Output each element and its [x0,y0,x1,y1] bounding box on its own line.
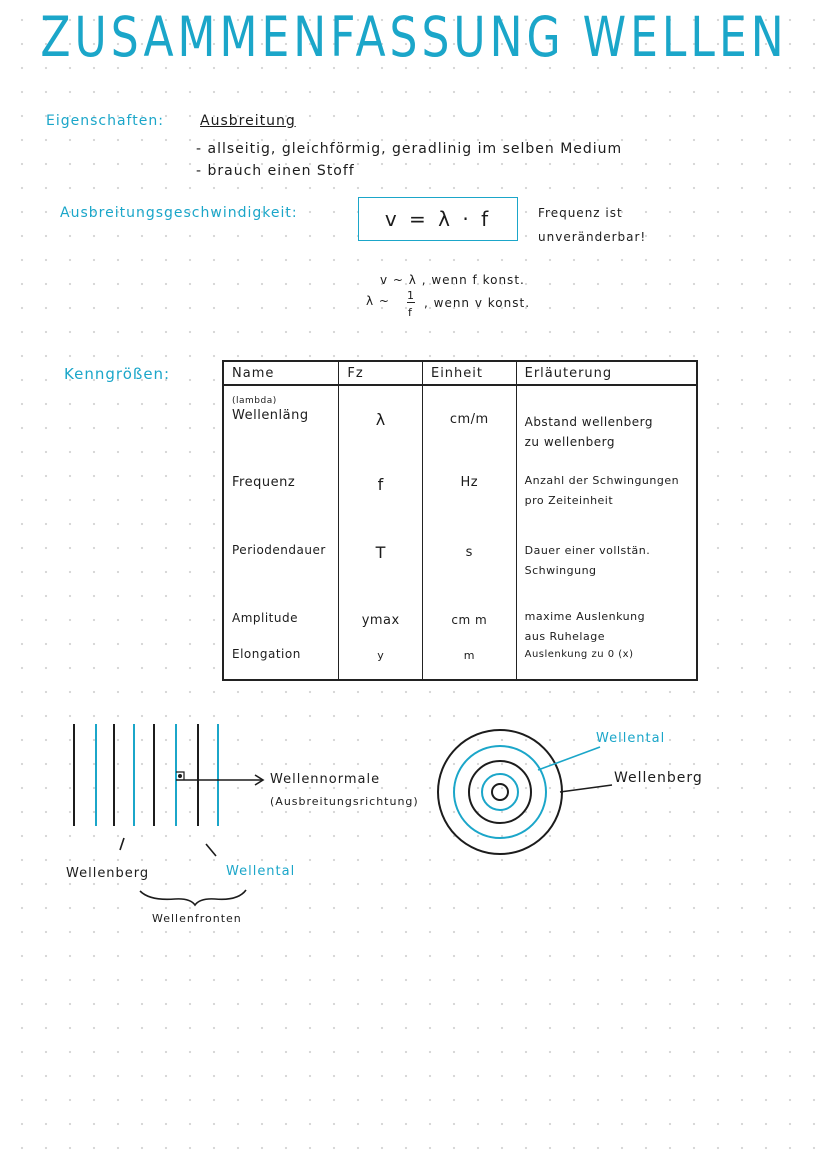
tal-pointer [206,844,216,856]
label-wellenberg-right: Wellenberg [614,770,703,786]
page-title: ZUSAMMENFASSUNG WELLEN [40,6,788,70]
cell-unit: s [422,527,516,595]
note-line-1: Frequenz ist [538,206,623,220]
cell-unit: cm m [422,595,516,647]
header-erlaeuterung: Erläuterung [516,361,697,385]
cell-desc-2: Schwingung [524,564,597,577]
cell-desc-3: Auslenkung zu 0 (x) [516,647,697,680]
ring-berg-pointer [560,785,612,792]
fronten-brace [140,890,246,905]
eigenschaften-heading: Ausbreitung [200,113,296,129]
cell-desc-1: maxime Auslenkung [524,610,646,623]
cell-name: Elongation [232,647,301,661]
header-einheit: Einheit [422,361,516,385]
relation-2-numerator: 1 [407,289,415,302]
note-line-2: unveränderbar! [538,230,647,244]
cell-desc-2: aus Ruhelage [524,630,605,643]
relation-1: v ~ λ , wenn f konst. [380,273,525,287]
header-name: Name [223,361,339,385]
cell-unit: Hz [422,457,516,527]
cell-name-text: Wellenläng [232,408,309,423]
cell-desc-1: Abstand wellenberg [524,415,653,429]
formula-box: v = λ · f [358,197,518,241]
cell-desc-2: pro Zeiteinheit [524,494,614,507]
label-wellennormale: Wellennormale [270,772,381,787]
cell-name-sub: (lambda) [232,396,277,406]
eigenschaften-item-1: - allseitig, gleichförmig, geradlinig im selben Medium [196,141,623,157]
ring-inner-tal [482,774,518,810]
kenngroessen-label: Kenngrößen: [64,365,171,383]
label-wellenfronten: Wellenfronten [152,912,242,925]
cell-fz: y [339,647,423,680]
cell-fz: T [339,527,423,595]
normal-arrow [176,772,263,785]
cell-desc-1: Anzahl der Schwingungen [524,474,680,487]
cell-unit: m [422,647,516,680]
cell-fz: ymax [339,595,423,647]
label-wellenberg-left: Wellenberg [66,866,150,881]
cell-unit: cm/m [422,385,516,457]
cell-desc-1: Dauer einer vollstän. [524,544,651,557]
wave-fronts [74,724,218,826]
relation-2-prefix: λ ~ [366,294,390,308]
ring-tal [454,746,546,838]
geschwindigkeit-label: Ausbreitungsgeschwindigkeit: [60,205,298,221]
relation-2-denominator: f [408,306,413,319]
ring-outer [438,730,562,854]
ring-center [492,784,508,800]
cell-fz: λ [339,385,423,457]
ring-berg [469,761,531,823]
concentric-waves [438,730,562,854]
cell-fz: f [339,457,423,527]
label-ausbreitungsrichtung: (Ausbreitungsrichtung) [270,795,419,808]
berg-pointer [120,838,124,850]
cell-name: Frequenz [232,475,296,490]
cell-name: Amplitude [232,611,298,625]
cell-desc-2: zu wellenberg [524,435,616,449]
eigenschaften-item-2: - brauch einen Stoff [196,163,355,179]
label-wellental-right: Wellental [596,731,666,746]
label-wellental-left: Wellental [226,864,296,879]
cell-name: Periodendauer [232,543,326,557]
eigenschaften-label: Eigenschaften: [46,113,164,129]
relation-2-suffix: , wenn v konst. [424,296,531,310]
header-fz: Fz [339,361,423,385]
